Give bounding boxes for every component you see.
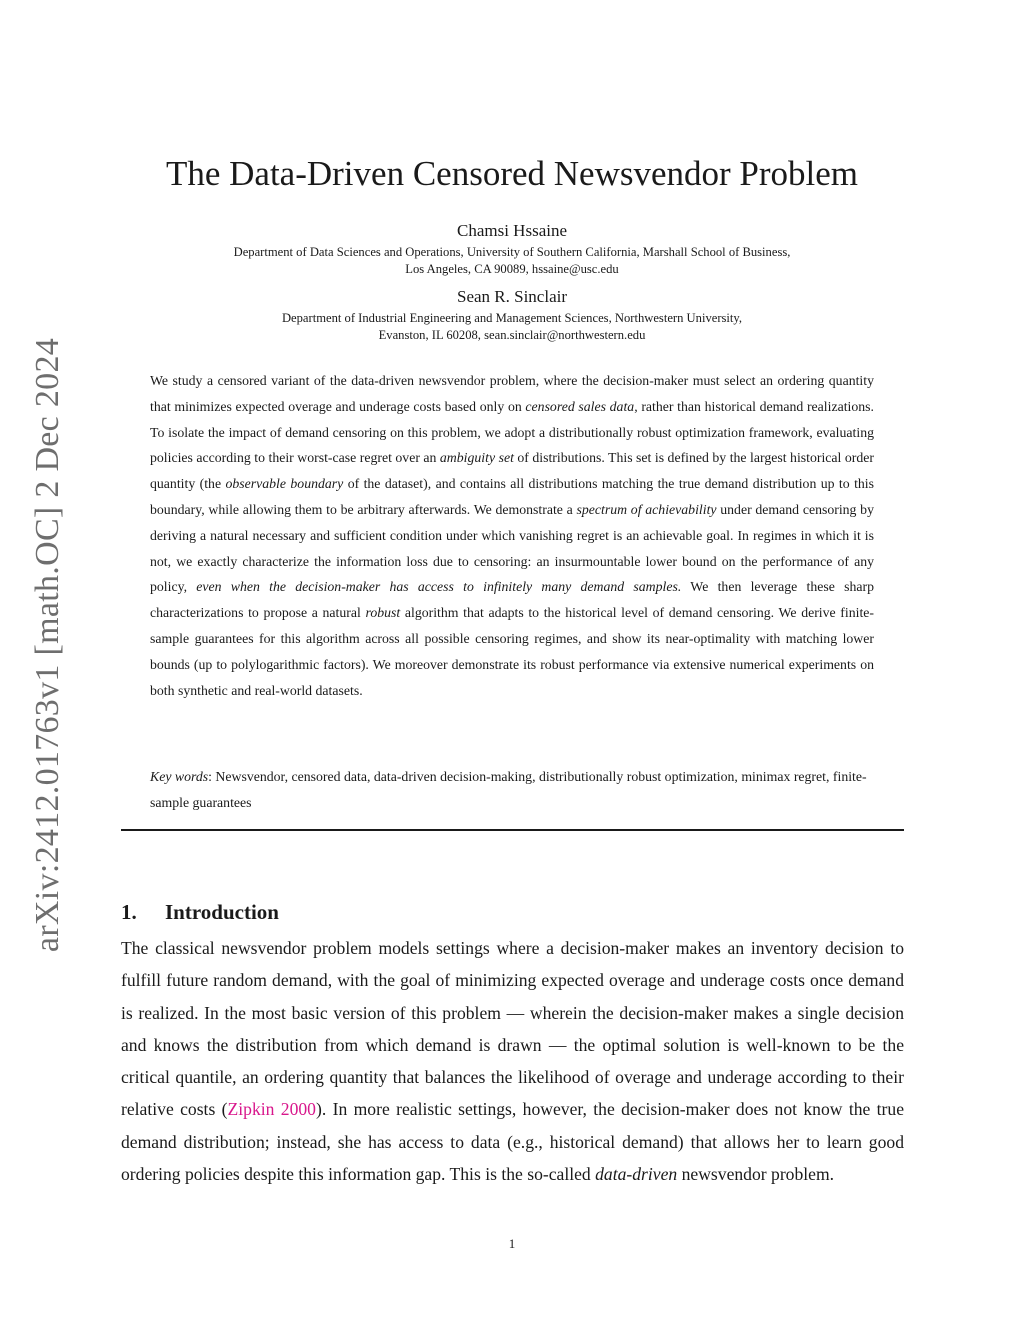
author-affiliation-2 <box>0 310 1024 344</box>
keywords-list: Newsvendor, censored data, data-driven decision-making, distributionally robust optimization, minimax regret, finite-sample guarantees <box>150 769 867 810</box>
page-number: 1 <box>508 1236 516 1251</box>
abstract: We study a censored variant of the data-driven newsvendor problem, where the decision-maker must select an ordering quantity that minimizes expected overage and underage costs based only on censored sales data, rather than historical demand realizations. To isolate the impact of demand censoring on this problem, we adopt a distributionally robust optimization framework, evaluating policies according to their worst-case regret over an ambiguity set of distributions. This set is defined by the largest historical order quantity (the observable boundary of the dataset), and contains all distributions matching the true demand distribution up to this boundary, while allowing them to be arbitrary afterwards. We demonstrate a spectrum of achievability under demand censoring by deriving a natural necessary and sufficient condition under which vanishing regret is an achievable goal. In regimes in which it is not, we exactly characterize the information loss due to censoring: an insurmountable lower bound on the performance of any policy, even when the decision-maker has access to infinitely many demand samples. We then leverage these sharp characterizations to propose a natural robust algorithm that adapts to the historical level of demand censoring. We derive finite-sample guarantees for this algorithm across all possible censoring regimes, and show its near-optimality with matching lower bounds (up to polylogarithmic factors). We moreover demonstrate its robust performance via extensive numerical experiments on both synthetic and real-world datasets. <box>150 373 875 698</box>
section-divider <box>121 829 904 831</box>
section-title: Introduction <box>165 900 279 924</box>
arxiv-identifier: arXiv:2412.01763v1 [math.OC] 2 Dec 2024 <box>29 337 66 953</box>
introduction-paragraph: The classical newsvendor problem models settings where a decision-maker makes an inventory decision to fulfill future random demand, with the goal of minimizing expected overage and underage costs once demand is realized. In the most basic version of this problem — wherein the decision-maker makes a single decision and knows the distribution from which demand is drawn — the optimal solution is well-known to be the critical quantile, an ordering quantity that balances the likelihood of overage and underage according to their relative costs (Zipkin 2000). In more realistic settings, however, the decision-maker does not know the true demand distribution; instead, she has access to data (e.g., historical demand) that allows her to learn good ordering policies despite this information gap. This is the so-called data-driven newsvendor problem. <box>121 938 905 1185</box>
section-number: 1. <box>121 900 137 924</box>
citation-link[interactable]: Zipkin 2000 <box>227 1099 316 1120</box>
arxiv-stamp <box>22 337 74 953</box>
author-name-1: Chamsi Hssaine <box>456 221 568 240</box>
affiliation-1-line-1: Department of Data Sciences and Operations, University of Southern California, Marshall School of Business, <box>233 245 791 259</box>
author-name-2: Sean R. Sinclair <box>456 287 567 306</box>
author-affiliation-1 <box>0 244 1024 278</box>
section-heading <box>121 900 279 925</box>
keywords: Key words: Newsvendor, censored data, data-driven decision-making, distributionally robust optimization, minimax regret, finite-sample guarantees <box>150 769 867 810</box>
paper-title: The Data-Driven Censored Newsvendor Problem <box>165 154 859 193</box>
keywords-label: Key words <box>150 769 209 784</box>
affiliation-1-line-2: Los Angeles, CA 90089, hssaine@usc.edu <box>405 262 619 276</box>
affiliation-2-line-1: Department of Industrial Engineering and Management Sciences, Northwestern University, <box>281 311 743 325</box>
affiliation-2-line-2: Evanston, IL 60208, sean.sinclair@northwestern.edu <box>378 328 646 342</box>
